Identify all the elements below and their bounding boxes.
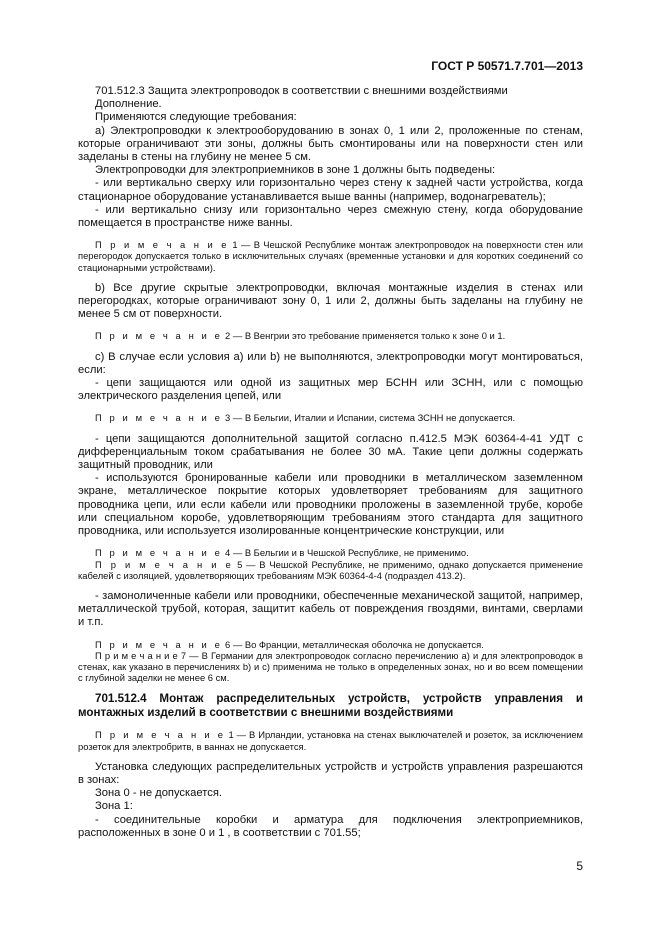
list-item: - цепи защищаются или одной из защитных мер БСНН или ЗСНН, или с помощью электрического разделения цепей, или — [78, 377, 583, 403]
note-3 — [78, 412, 583, 423]
note-prefix: П р и м е ч а н и е — [95, 547, 223, 559]
list-item: - или вертикально снизу или горизонтально через смежную стену, когда оборудование помещается в пространстве ниже ванны. — [78, 203, 583, 230]
paragraph: Электропроводки для электроприемников в зоне 1 должны быть подведены: — [95, 164, 496, 177]
section-title-701-512-3: 701.512.3 Защита электропроводок в соответствии с внешними воздействиями — [95, 85, 508, 97]
note-1 — [78, 239, 583, 273]
note-2 — [78, 330, 583, 341]
note-prefix: П р и м е ч а н и е — [95, 729, 226, 741]
list-item: - или вертикально сверху или горизонтально через стену к задней части устройства, когда стационарное оборудование устанавливается выше ванны (например, водонагреватель); — [78, 177, 583, 203]
note-prefix: П р и м е ч а н и е — [95, 412, 223, 424]
note-prefix: П р и м е ч а н и е — [95, 638, 223, 650]
paragraph: а) Электропроводки к электрооборудованию в зонах 0, 1 или 2, проложенные по стенам, которые ограничивают эти зоны, должны быть смонтированы или на поверхности стен или заделаны в стены на глубину не менее 5 см. — [78, 124, 583, 164]
list-item: - используются бронированные кабели или проводники в металлическом заземленном экране, металлическое покрытие которых удовлетворяет требованиям для защитного проводника цепи, или если кабели или проводники проложены в заземленной трубе, коробе или специальном коробе, удовлетворяющим требованиям этого стандарта для защитного проводника, или используется изолированные концентрические конструкции, или — [78, 472, 583, 538]
section-title-701-512-4: 701.512.4 Монтаж распределительных устройств, устройств управления и монтажных изделий в соответствии с внешними воздействиями — [78, 692, 583, 720]
document-body — [78, 85, 583, 840]
note-7: П р и м е ч а н и е 7 — В Германии для электропроводок согласно перечислению а) и для электропроводок в стенах, как указано в перечислениях b) и с) применима не только в определенных зонах, но и во всем помещении с глубиной заделки не менее 6 см. — [78, 649, 583, 684]
note-6 — [78, 639, 583, 650]
list-item: - цепи защищаются дополнительной защитой согласно п.412.5 МЭК 60364-4-41 УДТ с дифференциальным током срабатывания не более 30 мА. Такие цепи должны содержать защитный проводник, или — [78, 432, 583, 472]
note-prefix: П р и м е ч а н и е — [95, 239, 230, 251]
note-text: 1 — В Ирландии, установка на стенах выключателей и розеток, за исключением розеток для электробритв, в ваннах не допускается. — [78, 729, 584, 752]
note-1-ireland — [78, 729, 583, 751]
note-text: 5 — В Чешской Республике, не применимо, однако допускается применение кабелей с изоляцией, удовлетворяющих требованиям МЭК 60364-4-4 (подраздел 413.2). — [78, 558, 584, 581]
note-text: 1 — В Чешской Республике монтаж электропроводок на поверхности стен или перегородок допускается только в исключительных случаях (временные установки и для коротких соединений со стационарными устройствами). — [78, 239, 583, 273]
list-item: - замоноличенные кабели или проводники, обеспеченные механической защитой, например, металлической трубой, которая, защитит кабель от повреждения гвоздями, винтами, сверлами и т.п. — [78, 589, 583, 629]
note-text: 2 — В Венгрии это требование применяется только к зоне 0 и 1. — [222, 330, 506, 342]
paragraph: Применяются следующие требования: — [95, 111, 297, 124]
note-text: 3 — В Бельгии, Италии и Испании, система ЗСНН не допускается. — [222, 412, 516, 424]
paragraph: Зона 0 - не допускается. — [95, 787, 223, 800]
note-5 — [78, 559, 583, 581]
note-text: 6 — Во Франции, металлическая оболочка не допускается. — [222, 638, 484, 650]
paragraph: b) Все другие скрытые электропроводки, включая монтажные изделия в стенах или перегородках, которые ограничивают зону 0, 1 или 2, должны быть заделаны на глубину не менее 5 см от поверхности. — [78, 281, 583, 321]
note-text: 4 — В Бельгии и в Чешской Республике, не применимо. — [222, 547, 469, 559]
note-prefix: П р и м е ч а н и е — [95, 558, 234, 570]
paragraph: Дополнение. — [95, 98, 162, 111]
note-prefix: П р и м е ч а н и е — [95, 330, 223, 342]
page-number: 5 — [576, 859, 583, 873]
note-4 — [78, 547, 583, 558]
standard-header: ГОСТ Р 50571.7.701—2013 — [431, 59, 583, 73]
paragraph: Зона 1: — [95, 800, 133, 813]
paragraph: с) В случае если условия а) или b) не выполняются, электропроводки могут монтироваться, если: — [78, 350, 583, 376]
paragraph: Установка следующих распределительных устройств и устройств управления разрешаются в зонах: — [78, 760, 583, 786]
list-item: - соединительные коробки и арматура для подключения электроприемников, расположенных в зоне 0 и 1 , в соответствии с 701.55; — [78, 813, 583, 839]
